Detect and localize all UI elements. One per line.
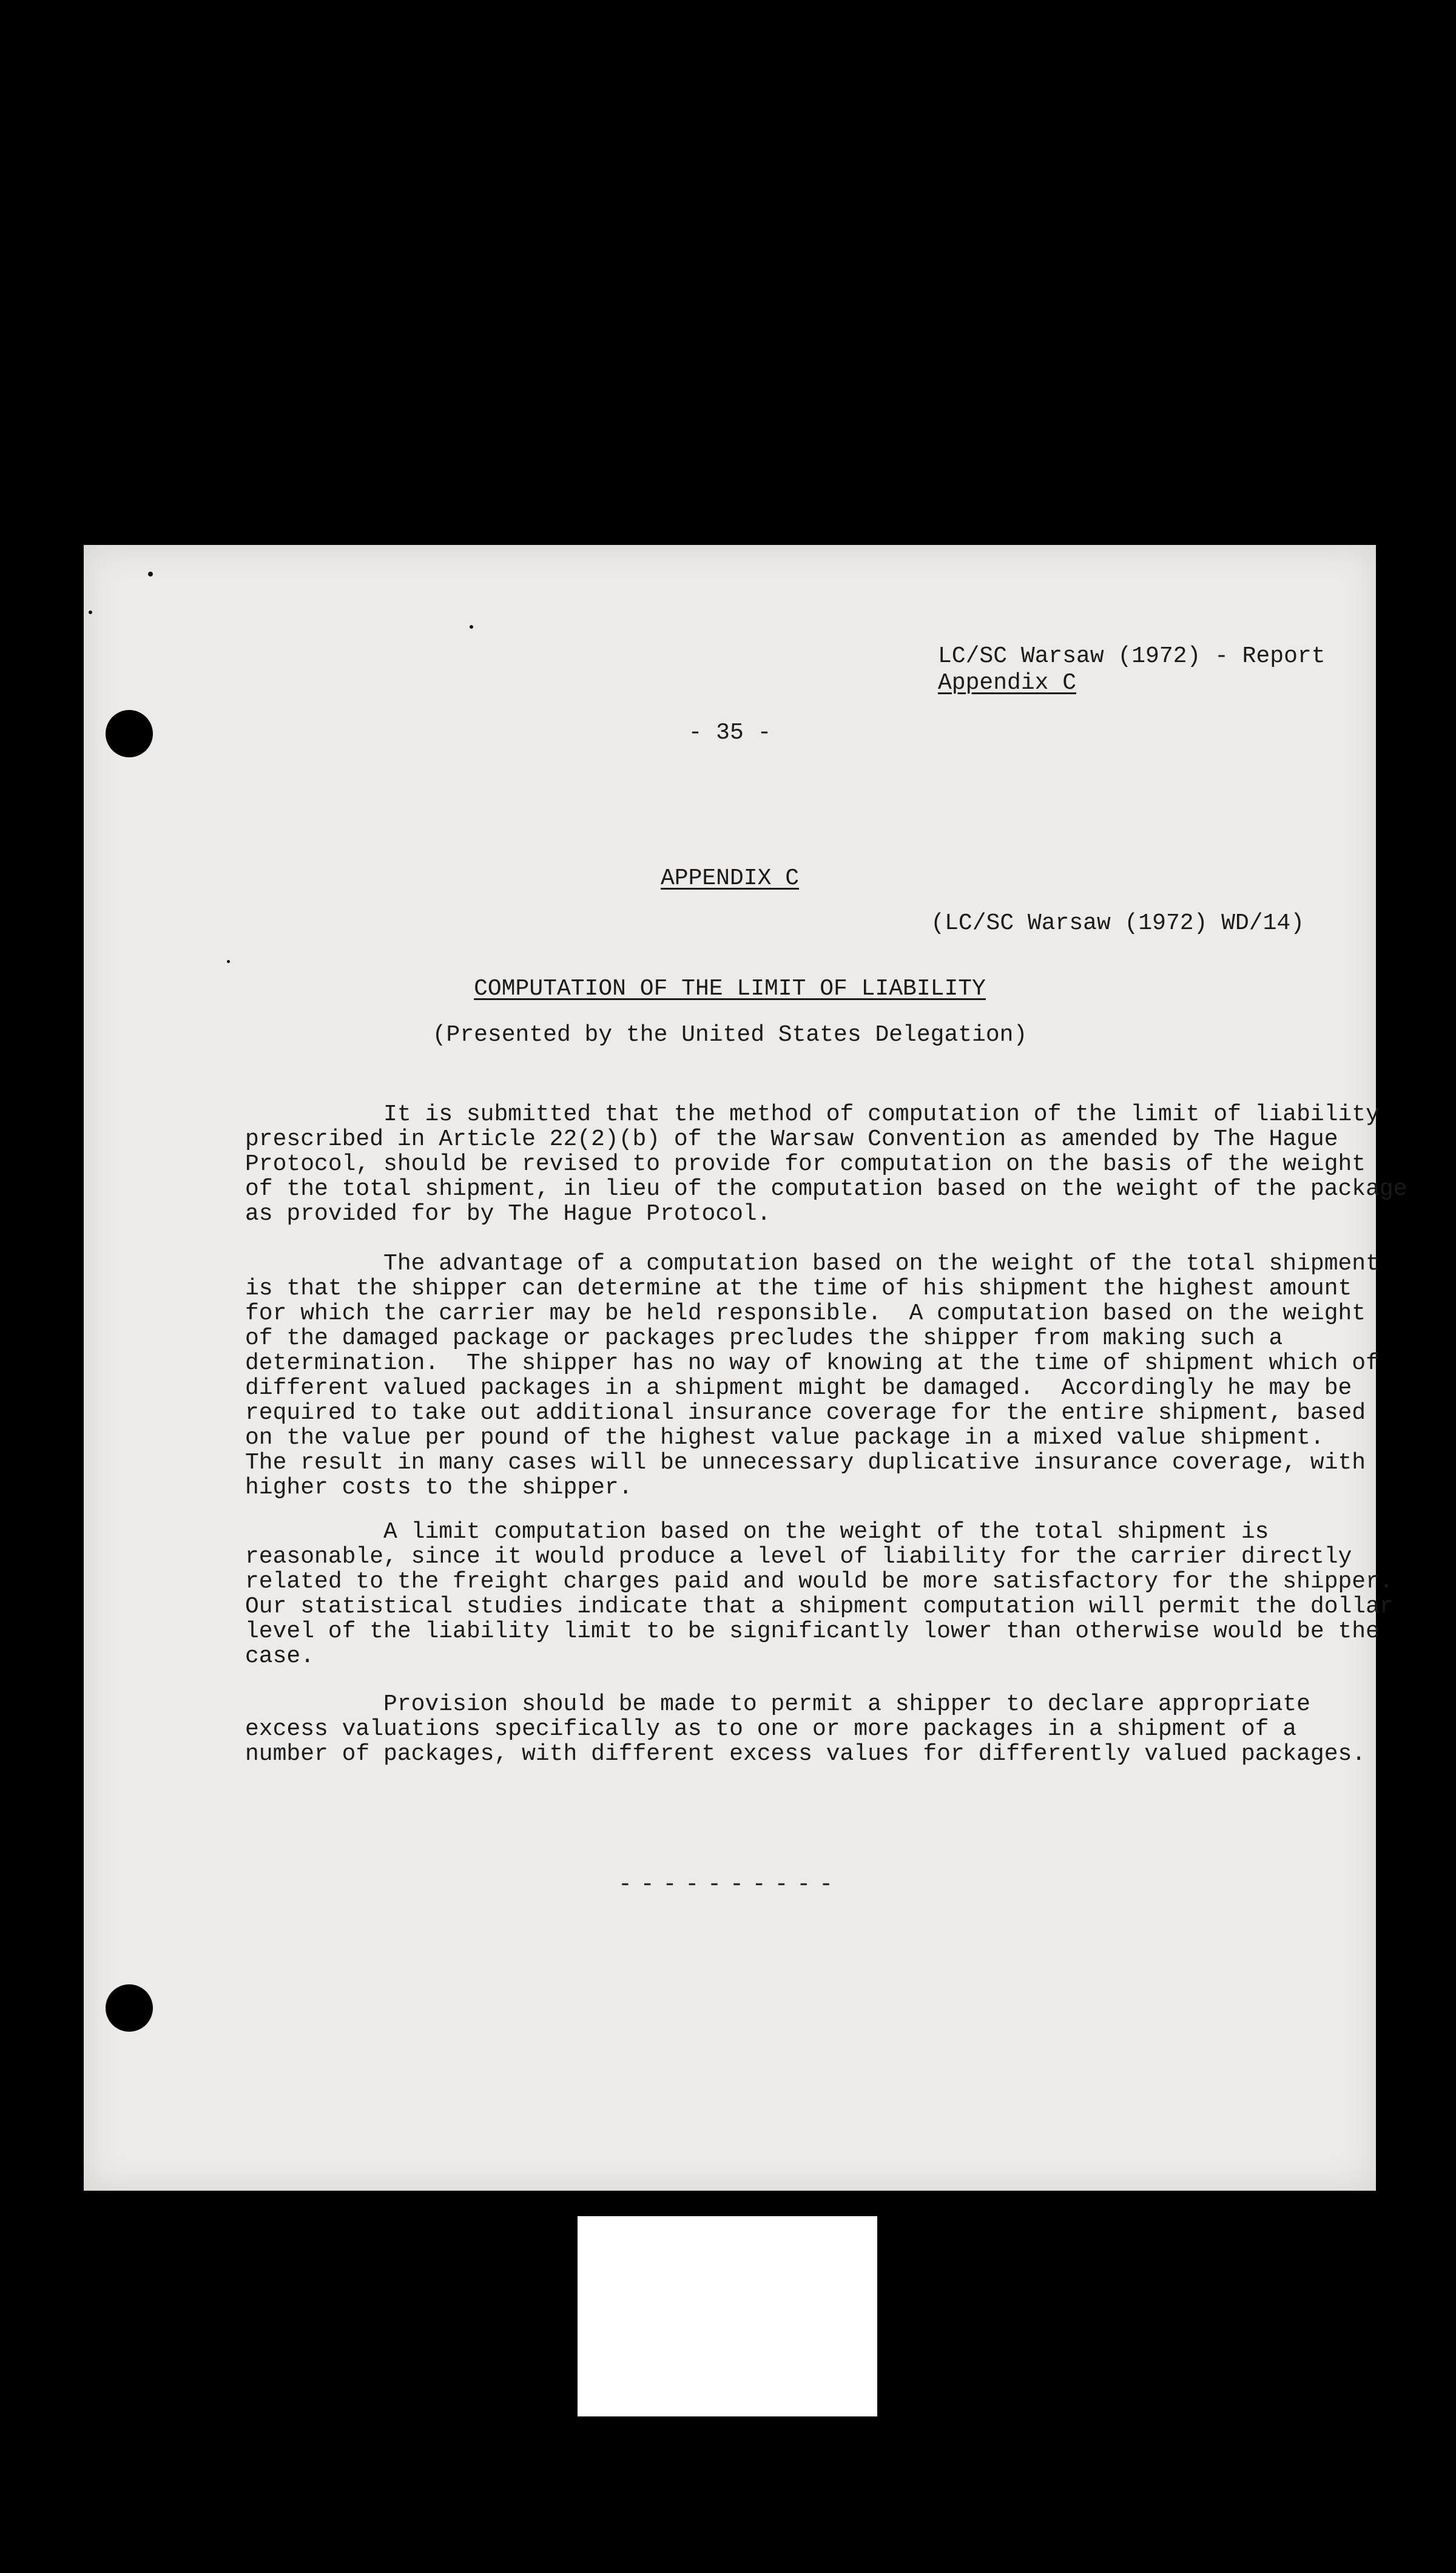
paragraph-line: It is submitted that the method of computation of the limit of liability [245, 1101, 1380, 1128]
speck [89, 610, 92, 614]
document-reference-header [938, 643, 1326, 697]
paragraph-line: reasonable, since it would produce a level of liability for the carrier directly [245, 1544, 1352, 1570]
paragraph-line: The result in many cases will be unnecessary duplicative insurance coverage, with [245, 1450, 1366, 1476]
paragraph-line: is that the shipper can determine at the time of his shipment the highest amount [245, 1276, 1352, 1302]
paragraph-line: determination. The shipper has no way of knowing at the time of shipment which of [245, 1350, 1380, 1376]
paragraph-line: Our statistical studies indicate that a shipment computation will permit the dollar [245, 1594, 1394, 1620]
appendix-reference: Appendix C [938, 670, 1077, 696]
punch-hole-bottom [106, 1984, 153, 2032]
paragraph-line: as provided for by The Hague Protocol. [245, 1201, 771, 1227]
speck [470, 625, 473, 629]
document-subtitle: COMPUTATION OF THE LIMIT OF LIABILITY [474, 976, 986, 1002]
paragraph-line: different valued packages in a shipment might be damaged. Accordingly he may be [245, 1375, 1352, 1401]
speck [227, 960, 230, 963]
paragraph-line: A limit computation based on the weight of the total shipment is [245, 1519, 1269, 1545]
paragraph-line: for which the carrier may be held responsible. A computation based on the weight [245, 1300, 1366, 1327]
paragraph-line: higher costs to the shipper. [245, 1475, 633, 1501]
page-number: - 35 - [688, 720, 772, 746]
paragraph-line: related to the freight charges paid and would be more satisfactory for the shipper. [245, 1569, 1394, 1595]
paragraph-line: prescribed in Article 22(2)(b) of the Warsaw Convention as amended by The Hague [245, 1126, 1338, 1152]
paragraph-3 [245, 1519, 1394, 1669]
paragraph-4 [245, 1692, 1373, 1767]
appendix-title: APPENDIX C [660, 865, 800, 891]
paragraph-line: of the total shipment, in lieu of the computation based on the weight of the package [245, 1176, 1407, 1202]
working-document-reference: (LC/SC Warsaw (1972) WD/14) [931, 910, 1304, 936]
appendix-title-wrap [84, 865, 1376, 891]
paragraph-line: Provision should be made to permit a shipper to declare appropriate [245, 1691, 1310, 1717]
paragraph-line: case. [245, 1643, 315, 1669]
presented-by: (Presented by the United States Delegation) [432, 1022, 1028, 1048]
paragraph-line: The advantage of a computation based on the weight of the total shipment [245, 1251, 1380, 1277]
blank-target-card [578, 2216, 877, 2416]
paragraph-line: number of packages, with different excess values for differently valued packages. [245, 1741, 1366, 1767]
paragraph-2 [245, 1251, 1380, 1501]
subtitle-wrap [84, 976, 1376, 1002]
speck [148, 572, 153, 576]
document-page [84, 545, 1407, 2191]
paragraph-line: on the value per pound of the highest value package in a mixed value shipment. [245, 1425, 1324, 1451]
report-reference: LC/SC Warsaw (1972) - Report [938, 643, 1326, 669]
paragraph-line: level of the liability limit to be significantly lower than otherwise would be the [245, 1618, 1380, 1645]
paragraph-1 [245, 1101, 1407, 1227]
paragraph-line: excess valuations specifically as to one or more packages in a shipment of a [245, 1716, 1297, 1742]
paragraph-line: required to take out additional insurance coverage for the entire shipment, based [245, 1400, 1366, 1426]
paragraph-line: Protocol, should be revised to provide for computation on the basis of the weight [245, 1151, 1366, 1177]
end-of-document-marker: ---------- [618, 1871, 842, 1898]
paragraph-line: of the damaged package or packages precludes the shipper from making such a [245, 1325, 1283, 1351]
